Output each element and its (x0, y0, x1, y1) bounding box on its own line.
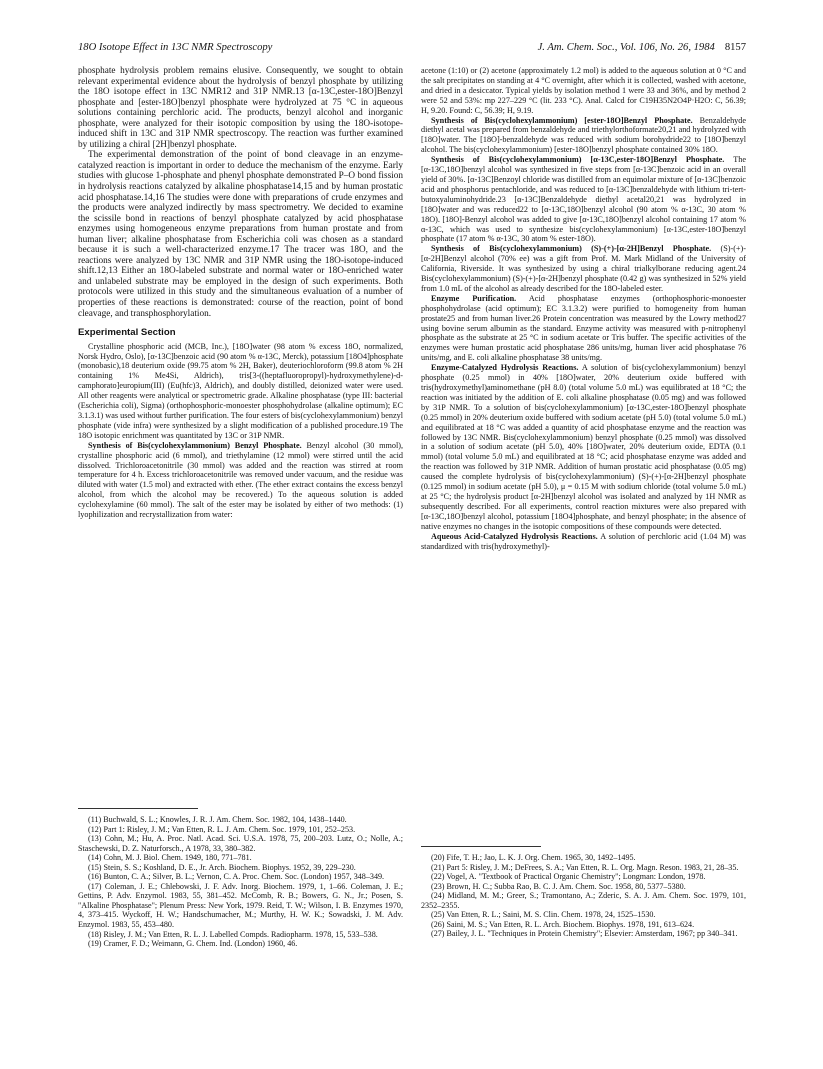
reference: (22) Vogel, A. "Textbook of Practical Organic Chemistry"; Longman: London, 1978. (431, 872, 706, 882)
reference: (21) Part 5: Risley, J. M.; DeFrees, S. A.; Van Etten, R. L. Org. Magn. Reson. 1983, 21, 28–35. (431, 862, 739, 872)
run-in-heading: Enzyme Purification. (431, 293, 517, 303)
run-in-heading: Synthesis of Bis(cyclohexylammonium) [α-13C,ester-18O]Benzyl Phosphate. (431, 155, 725, 165)
synthesis-ester-18o-paragraph (421, 116, 746, 156)
run-in-heading: Synthesis of Bis(cyclohexylammonium) (S)-(+)-[α-2H]Benzyl Phosphate. (431, 244, 712, 254)
references-right (421, 853, 746, 939)
running-title: 18O Isotope Effect in 13C NMR Spectroscopy (78, 42, 273, 53)
reference: (23) Brown, H. C.; Subba Rao, B. C. J. Am. Chem. Soc. 1958, 80, 5377–5380. (431, 881, 686, 891)
reference: (19) Cramer, F. D.; Weimann, G. Chem. Ind. (London) 1960, 46. (88, 939, 298, 949)
paragraph-body: Benzyl alcohol (30 mmol), crystalline phosphoric acid (6 mmol), and triethylamine (12 mmol) were stirred until the acid dissolved. Trichloroacetonitrile (30 mmol) was added and the reaction was stirred at room temperature for 4 h. Excess trichloroacetonitrile was removed under vacuum, and the residue was diluted with water (1.5 mol) and extracted with ether. (The ether extract contains the excess benzyl alcohol, from which the alcohol may be recovered.) To the aqueous solution is added cyclohexylamine (60 mmol). The salt of the ester may be isolated by either of two methods: (1) lyophilization and recrystallization from water: (78, 440, 403, 520)
intro-paragraph-1: phosphate hydrolysis problem remains elusive. Consequently, we sought to obtain relevant experimental evidence about the hydrolysis of benzyl phosphate by utilizing the 18O isotope effect in 13C NMR12 and 31P NMR.13 [α-13C,ester-18O]Benzyl phosphate and [ester-18O]benzyl phosphate were hydrolyzed at 75 °C in aqueous solutions containing perchloric acid. The products, benzyl alcohol and inorganic phosphate, were analyzed for their isotopic composition by using the 18O-isotope-induced shift in 13C and 31P NMR spectroscopy. The reaction was further examined by utilizing a chiral [2H]benzyl phosphate. (78, 66, 403, 150)
paragraph-body: (S)-(+)-[α-2H]Benzyl alcohol (70% ee) was a gift from Prof. M. Mark Midland of the University of California, Riverside. It was synthesized by using a chiral trialkylborane reducing agent.24 Bis(cyclohexylammonium) (S)-(+)-[α-2H]benzyl phosphate (0.42 g) was synthesized in 52% yield from 1.0 mL of the alcohol as already described for the 18O-labeled ester. (421, 244, 746, 293)
reference: (13) Cohn, M.; Hu, A. Proc. Natl. Acad. Sci. U.S.A. 1978, 75, 200–203. Lutz, O.; Nolle, A.; Staschewski, D. Z. Naturforsch., A 1978, 33, 380–382. (78, 834, 403, 853)
reference: (14) Cohn, M. J. Biol. Chem. 1949, 180, 771–781. (88, 853, 252, 863)
paragraph-body: Acid phosphatase enzymes (orthophosphoric-monoester phosphohydrolase (acid optimum); EC 3.1.3.2) were purified to homogeneity from human prostate25 and from human liver.26 Protein concentration was measured by the Lowry method27 using bovine serum albumin as the standard. Enzyme activity was measured with p-nitrophenyl phosphate as the substrate at 25 °C in sodium acetate or Tris buffer. The specific activities of the enzymes were human prostatic acid phosphatase 286 units/mg, human liver acid phosphatase 76 units/mg, and E. coli alkaline phosphatase 38 units/mg. (421, 293, 746, 363)
paragraph-body: A solution of perchloric acid (1.04 M) was standardized with tris(hydroxymethyl)- (421, 531, 746, 551)
continued-paragraph: acetone (1:10) or (2) acetone (approximately 1.2 mol) is added to the aqueous solution at 0 °C and the salt precipitates on standing at 4 °C overnight, after which it is collected, washed with acetone, and dried in a desiccator. Typical yields by isolation method 1 were 33 and 36%, and by method 2 were 52 and 53%: mp 227–229 °C (lit. 233 °C). Anal. Calcd for C19H35N2O4P·H2O: C, 56.39; H, 9.20. Found: C, 56.39; H, 9.19. (421, 66, 746, 115)
reference: (11) Buchwald, S. L.; Knowles, J. R. J. Am. Chem. Soc. 1982, 104, 1438–1440. (88, 815, 347, 824)
intro-paragraph-2: The experimental demonstration of the point of bond cleavage in an enzyme-catalyzed reaction is important in order to deduce the mechanism of the enzyme. Early studies with glucose 1-phosphate and phenyl phosphate demonstrated P–O bond fission in hydrolysis reactions catalyzed by alkaline phosphatase14,15 and by human prostatic acid phosphatase.14,16 The studies were done with preparations of crude enzymes and the products were analyzed indirectly by mass spectrometry. We decided to examine the scissile bond in reactions of benzyl phosphate catalyzed by acid phosphatase enzymes using homogeneous enzyme preparations from human prostate and from human liver; alkaline phosphatase from Escherichia coli was chosen as a standard because it is such a well-characterized enzyme.17 The tracer was 18O, and the reactions were analyzed by 13C NMR and 31P NMR using the 18O-isotope-induced shift.12,13 Either an 18O-labeled substrate and normal water or 18O-enriched water and unlabeled substrate may be employed in the design of such experiments. Both protocols were utilized in this study and the simultaneous evaluation of a number of properties of these reactions is demonstrated: course of the reaction, point of bond cleavage, and transphosphorylation. (78, 150, 403, 319)
reference: (26) Saini, M. S.; Van Etten, R. L. Arch. Biochem. Biophys. 1978, 191, 613–624. (431, 919, 695, 929)
left-column (78, 66, 403, 520)
enzyme-hydrolysis-paragraph (421, 363, 746, 531)
references-left (78, 815, 403, 949)
run-in-heading: Synthesis of Bis(cyclohexylammonium) [ester-18O]Benzyl Phosphate. (431, 115, 693, 125)
reference: (16) Bunton, C. A.; Silver, B. L.; Vernon, C. A. Proc. Chem. Soc. (London) 1957, 348–349. (88, 872, 385, 882)
synthesis-13c-18o-paragraph (421, 155, 746, 244)
materials-paragraph: Crystalline phosphoric acid (MCB, Inc.), [18O]water (98 atom % excess 18O, normalized, Norsk Hydro, Oslo), [α-13C]benzoic acid (90 atom % α-13C, Merck), potassium [18O4]phosphate (monobasic),18 deuterium oxide (99.75 atom % 2H, Baker), deuteriochloroform (99.8 atom % 2H containing 1% Me4Si, Aldrich), tris[3-((heptafluoropropyl)-hydroxymethylene)-d-camphorato]europium(III) (Eu(hfc)3, Aldrich), and doubly distilled, deionized water were used. All other reagents were analytical or spectrometric grade. Alkaline phosphatase (type III: bacterial (Escherichia coli), Sigma) (orthophosphoric-monoester phosphohydrolase (alkaline optimum); EC 3.1.3.1) was used without further purification. The four esters of bis(cyclohexylammonium) benzyl phosphate (vide infra) were synthesized by a slight modification of a published procedure.19 The 18O isotopic enrichment was quantitated by 13C or 31P NMR. (78, 341, 403, 440)
synthesis-benzyl-phosphate-paragraph (78, 441, 403, 520)
enzyme-purification-paragraph (421, 294, 746, 363)
run-in-heading: Synthesis of Bis(cyclohexylammonium) Benzyl Phosphate. (88, 440, 302, 450)
right-column (421, 66, 746, 551)
running-header (78, 42, 746, 56)
footnote-divider-left (78, 808, 198, 809)
reference: (25) Van Etten, R. L.; Saini, M. S. Clin. Chem. 1978, 24, 1525–1530. (431, 910, 656, 920)
reference: (24) Midland, M. M.; Greer, S.; Tramontano, A.; Zderic, S. A. J. Am. Chem. Soc. 1979, 101, 2352–2355. (421, 891, 746, 910)
section-heading: Experimental Section (78, 327, 176, 339)
run-in-heading: Enzyme-Catalyzed Hydrolysis Reactions. (431, 363, 579, 373)
reference: (20) Fife, T. H.; Jao, L. K. J. Org. Chem. 1965, 30, 1492–1495. (431, 853, 636, 862)
synthesis-chiral-paragraph (421, 244, 746, 294)
paragraph-body: Benzaldehyde diethyl acetal was prepared from benzaldehyde and triethylorthoformate20,21 and hydrolyzed with [18O]water. The [18O]-benzaldehyde was reduced with sodium borohydride22 to [18O]benzyl alcohol. The bis(cyclohexylammonium) [ester-18O]benzyl phosphate contained 30% 18O. (421, 115, 746, 155)
reference: (15) Stein, S. S.; Koshland, D. E., Jr. Arch. Biochem. Biophys. 1952, 39, 229–230. (88, 862, 356, 872)
paragraph-body: The [α-13C,18O]benzyl alcohol was synthesized in five steps from [α-13C]benzoic acid in an overall yield of 30%. [α-13C]Benzoyl chloride was distilled from an equimolar mixture of [α-13C]benzoic acid and phosphorus pentachloride, and was reduced to [α-13C]benzaldehyde with lithium tri-tert-butoxyaluminohydride.23 [α-13C]Benzaldehyde diethyl acetal20,21 was hydrolyzed in [18O]water and was reduced22 to [α-13C,18O]benzyl alcohol (90 atom % α-13C, 30 atom % 18O). [18O]-Benzyl alcohol was added to give [α-13C,18O]benzyl alcohol containing 17 atom % α-13C, which was used to synthesize bis(cyclohexylammonium) [α-13C,ester-18O]benzyl phosphate (17 atom % α-13C, 30 atom % ester-18O). (421, 155, 746, 244)
reference: (12) Part 1: Risley, J. M.; Van Etten, R. L. J. Am. Chem. Soc. 1979, 101, 252–253. (88, 824, 356, 834)
run-in-heading: Aqueous Acid-Catalyzed Hydrolysis Reactions. (431, 531, 598, 541)
footnote-divider-right (421, 846, 541, 847)
paragraph-body: A solution of bis(cyclohexylammonium) benzyl phosphate (0.25 mmol) in 40% [18O]water, 20% deuterium oxide buffered with tris(hydroxymethyl)aminomethane (pH 8.0) (total volume 5.0 mL) was equilibrated at 18 °C; the reaction was initiated by the addition of E. coli alkaline phosphatase (0.05 mg) and was followed by 31P NMR. To a solution of bis(cyclohexylammonium) [α-13C,ester-18O]benzyl phosphate (0.25 mmol) in 20% deuterium oxide buffered with sodium acetate (pH 5.0) (total volume 5.0 mL) and equilibrated at 18 °C was added a quantity of acid phosphatase enzyme and the reaction was followed by 13C NMR. Bis(cyclohexylammonium) benzyl phosphate (0.25 mmol) was dissolved in a solution of sodium acetate (pH 5.0), 40% [18O]water, 20% deuterium oxide, EDTA (0.1 mmol) (total volume 5.0 mL) and equilibrated at 18 °C; acid phosphatase enzyme was added and the reaction was followed by 31P NMR. Addition of human prostatic acid phosphatase (0.05 mg) caused the complete hydrolysis of bis(cyclohexylammonium) (S)-(+)-[α-2H]benzyl phosphate (0.125 mmol) in sodium acetate (pH 5.0), μ = 0.15 M with sodium chloride (total volume 5.0 mL) at 25 °C; the hydrolysis product [α-2H]benzyl alcohol was isolated and analyzed by 1H NMR as subsequently described. For all experiments, control reaction mixtures were also prepared with [α-13C,18O]benzyl alcohol, potassium [18O4]phosphate, and benzyl phosphate; in the absence of native enzymes no changes in the isotopic compositions of these compounds were detected. (421, 363, 746, 531)
reference: (18) Risley, J. M.; Van Etten, R. L. J. Labelled Compds. Radiopharm. 1978, 15, 533–538. (88, 929, 378, 939)
journal-citation (538, 42, 746, 53)
reference: (27) Bailey, J. L. "Techniques in Protein Chemistry"; Elsevier: Amsterdam, 1967; pp 340–341. (431, 929, 738, 939)
page-number: 8157 (724, 42, 746, 53)
reference: (17) Coleman, J. E.; Chlebowski, J. F. Adv. Inorg. Biochem. 1979, 1, 1–66. Coleman, J. E.; Gettins, P. Adv. Enzymol. 1983, 55, 381–452. McComb, R. B.; Bowers, G. N., Jr.; Posen, S. "Alkaline Phosphatase"; Plenum Press: New York, 1979. Reid, T. W.; Wilson, I. B. Enzymes 1970, 4, 373–415. Wyckoff, H. W.; Handschumacher, M.; Murthy, H. W. K.; Sowadski, J. M. Adv. Enzymol. 1983, 55, 453–480. (78, 881, 403, 930)
journal-issue: J. Am. Chem. Soc., Vol. 106, No. 26, 1984 (537, 42, 715, 53)
acid-hydrolysis-paragraph (421, 532, 746, 552)
